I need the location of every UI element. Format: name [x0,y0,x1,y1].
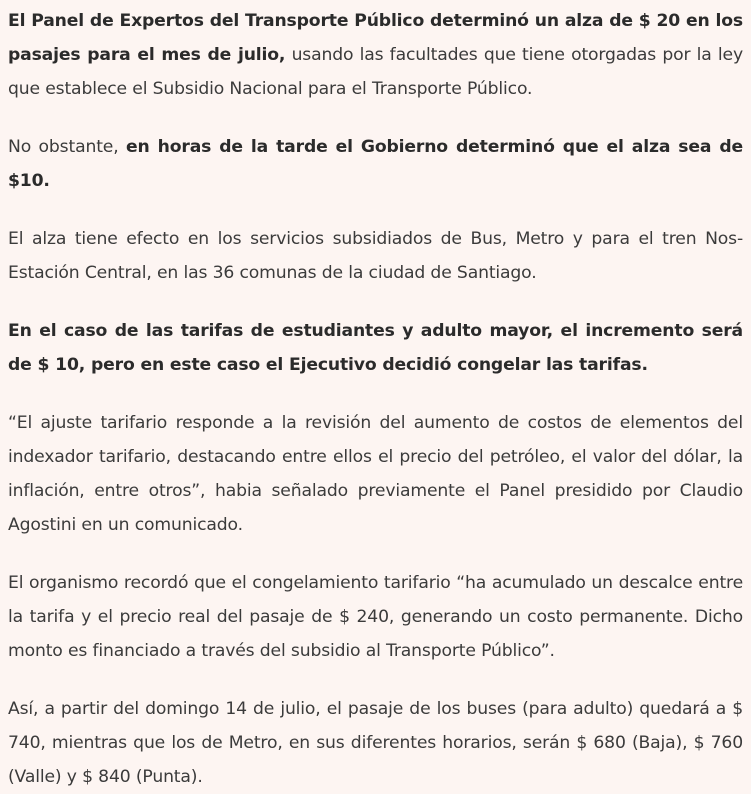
paragraph-services-affected [8,222,743,290]
paragraph-text: No obstante, [8,137,127,157]
paragraph-fare-increase [8,4,743,106]
paragraph-government-decision [8,130,743,198]
paragraph-text: Así, a partir del domingo 14 de julio, el pasaje de los buses (para adulto) quedará a $ 740, mientras que los de Metro, en sus diferentes horarios, serán $ 680 (Baja), $ 760 (Valle) y $ 840 (Punta). [8,699,743,787]
paragraph-text: “El ajuste tarifario responde a la revisión del aumento de costos de elementos del indexador tarifario, destacando entre ellos el precio del petróleo, el valor del dólar, la inflación, entre otros”, habia señalado previamente el Panel presidido por Claudio Agostini en un comunicado. [8,413,743,535]
paragraph-bold-text: En el caso de las tarifas de estudiantes y adulto mayor, el incremento será de $ 10, pero en este caso el Ejecutivo decidió congelar las tarifas. [8,321,743,375]
paragraph-freeze-gap [8,566,743,668]
paragraph-quote-panel [8,406,743,542]
paragraph-text: El organismo recordó que el congelamiento tarifario “ha acumulado un descalce entre la tarifa y el precio real del pasaje de $ 240, generando un costo permanente. Dicho monto es financiado a través del subsidio al Transporte Público”. [8,573,743,661]
paragraph-text: El alza tiene efecto en los servicios subsidiados de Bus, Metro y para el tren Nos-Estación Central, en las 36 comunas de la ciudad de Santiago. [8,229,743,283]
paragraph-students-seniors [8,314,743,382]
paragraph-bold-text: El Panel de Expertos del Transporte Público determinó un alza de $ 20 en los pasajes para el mes de julio, [8,11,743,65]
paragraph-new-fares [8,692,743,794]
paragraph-bold-text: en horas de la tarde el Gobierno determinó que el alza sea de $10. [8,137,744,191]
article-body [0,4,751,794]
paragraph-text: usando las facultades que tiene otorgadas por la ley que establece el Subsidio Nacional para el Transporte Público. [8,45,743,99]
